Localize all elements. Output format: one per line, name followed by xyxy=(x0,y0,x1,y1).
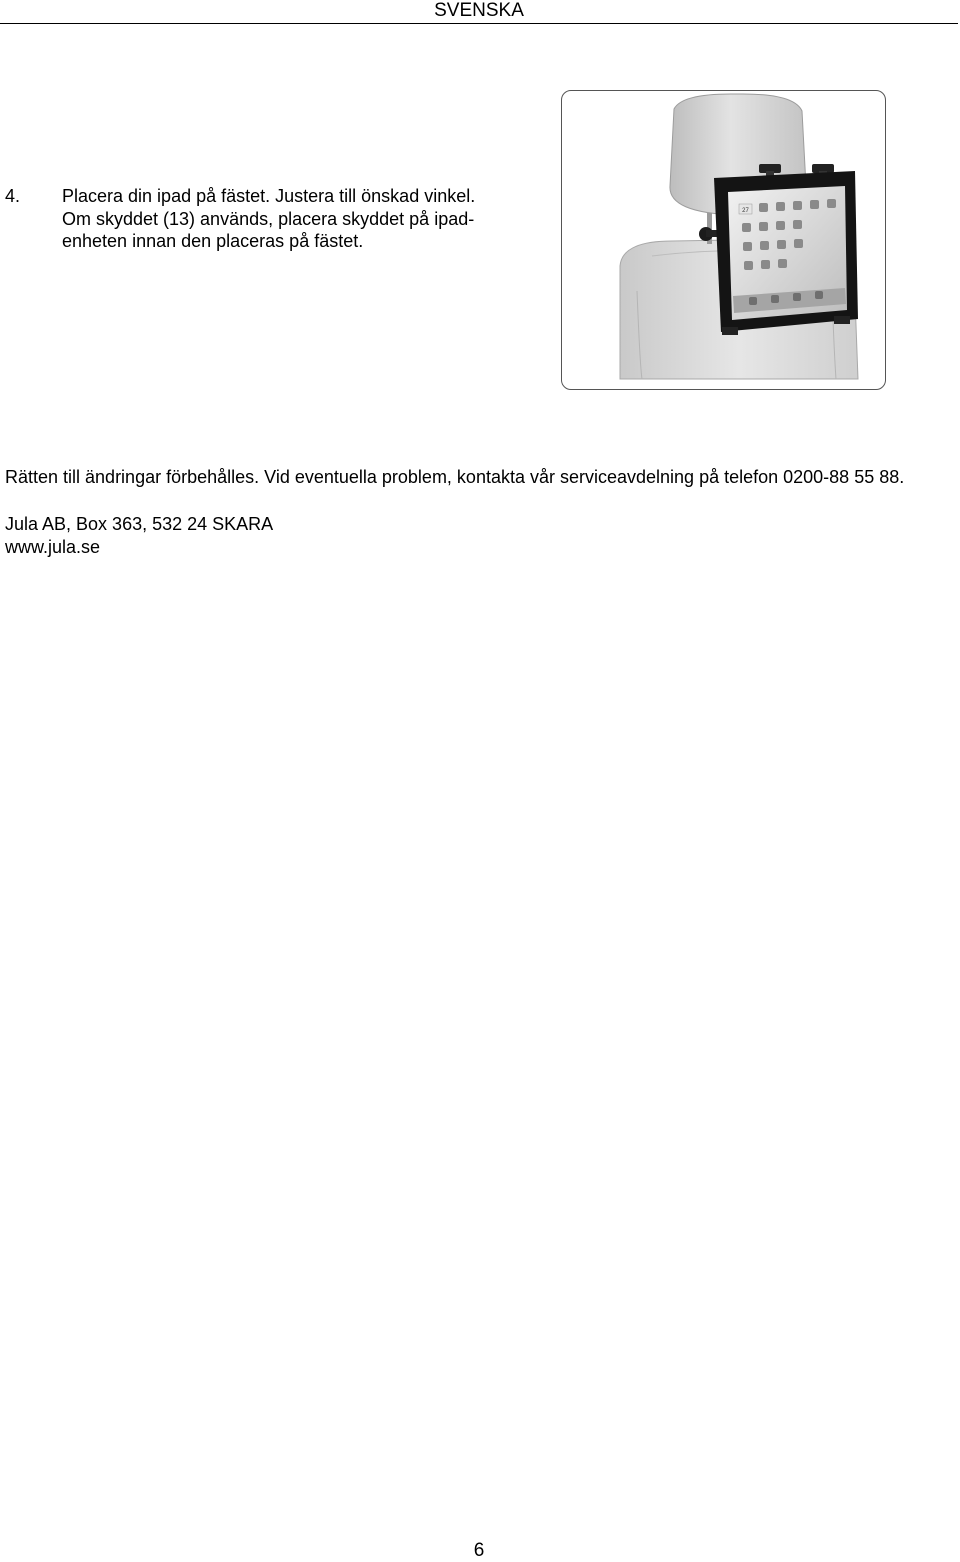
company-website: www.jula.se xyxy=(5,537,101,557)
change-notice: Rätten till ändringar förbehålles. Vid eventuella problem, kontakta vår serviceavdelning på telefon 0200-88 55 88. xyxy=(5,467,905,487)
page-header-title: SVENSKA xyxy=(434,0,524,21)
step-number: 4. xyxy=(5,186,21,206)
product-illustration xyxy=(561,90,886,390)
ipad-headrest-mount-icon xyxy=(562,91,885,389)
step-text: Placera din ipad på fästet. Justera till önskad vinkel. Om skyddet (13) används, placera skyddet på ipad-enheten innan den placeras på fästet. xyxy=(62,186,476,251)
company-address: Jula AB, Box 363, 532 24 SKARA xyxy=(5,514,274,534)
screen-date-label: 27 xyxy=(742,208,749,214)
header-divider xyxy=(0,23,958,24)
page-number: 6 xyxy=(473,1540,485,1561)
